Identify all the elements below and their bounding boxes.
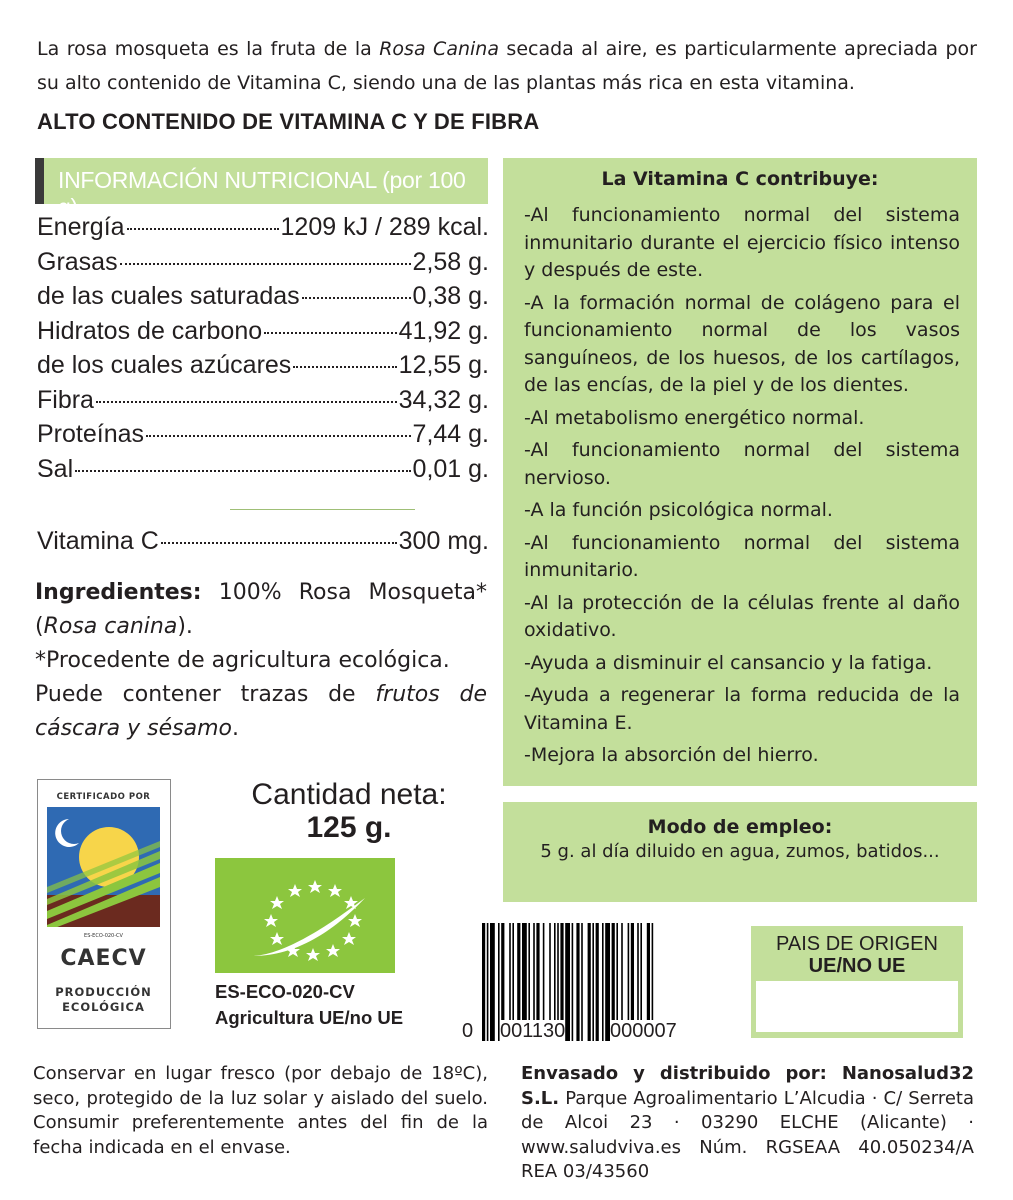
nutrition-value: 12,55 g. — [398, 351, 489, 379]
traces-text: Puede contener trazas de — [35, 682, 376, 707]
nutrition-header-text: INFORMACIÓN NUTRICIONAL (por 100 g) — [58, 167, 466, 220]
dot-leader — [120, 263, 411, 265]
origin-label: PAIS DE ORIGEN — [776, 933, 938, 955]
list-item: -Al la protección de la células frente al daño oxidativo. — [524, 591, 960, 641]
storage-instructions: Conservar en lugar fresco (por debajo de 18ºC), seco, protegido de la luz solar y aislado del suelo. Consumir preferentemente antes del fin de la fecha indicada en el envase. — [33, 1063, 488, 1158]
nutrition-value: 0,38 g. — [412, 282, 489, 310]
traces-allergens: frutos de cáscara y sésamo — [35, 682, 487, 741]
dot-leader — [146, 435, 411, 437]
barcode-numbers — [462, 1018, 720, 1046]
barcode-group-left: 001130 — [500, 1020, 566, 1042]
list-item: -A la función psicológica normal. — [524, 499, 833, 521]
dot-leader — [264, 332, 397, 334]
list-item: -Mejora la absorción del hierro. — [524, 744, 819, 766]
nutrition-header — [35, 158, 488, 220]
cert-code-small: ES-ECO-020-CV — [84, 933, 123, 939]
distributor-info — [521, 1062, 974, 1185]
intro-text-italic: Rosa Canina — [379, 38, 499, 60]
caecv-emblem-icon — [47, 807, 160, 927]
vitamin-c-list — [524, 202, 960, 775]
nutrition-value: 0,01 g. — [412, 454, 489, 483]
country-of-origin-box — [751, 926, 963, 1038]
usage-text: 5 g. al día diluido en agua, zumos, batidos... — [540, 841, 940, 862]
nutrition-label: Fibra — [37, 385, 94, 414]
nutrition-table — [37, 213, 489, 489]
intro-text-after: secada al aire, es particularmente apreciada por su alto contenido de Vitamina C, siendo una de las plantas más rica en esta vitamina. — [37, 38, 977, 94]
ingredients-latin-name: Rosa canina — [43, 614, 178, 639]
barcode-digit-first: 0 — [462, 1020, 474, 1042]
eu-organic-code — [215, 979, 403, 1031]
nutrition-divider — [230, 509, 415, 510]
dot-leader — [127, 228, 279, 230]
list-item: -Ayuda a disminuir el cansancio y la fatiga. — [524, 651, 933, 674]
nutrition-row-fiber — [37, 386, 489, 421]
nutrition-value: 2,58 g. — [412, 247, 489, 276]
vitamin-c-box — [503, 158, 977, 786]
caecv-certification-logo — [37, 779, 171, 1029]
distributor-label: Envasado y distribuido por: Nanosalud32 S.L. — [521, 1063, 974, 1109]
nutrition-label: Proteínas — [37, 420, 145, 448]
list-item: -Al funcionamiento normal del sistema nervioso. — [524, 439, 960, 489]
usage-box — [503, 802, 977, 902]
nutrition-value: 34,32 g. — [398, 385, 489, 414]
nutrition-value: 7,44 g. — [412, 420, 489, 448]
origin-value: UE/NO UE — [808, 955, 906, 977]
list-item: -Al funcionamiento normal del sistema inmunitario durante el ejercicio físico intenso y después de este. — [524, 204, 960, 281]
net-quantity-value: 125 g. — [306, 811, 392, 844]
dot-leader — [96, 401, 397, 403]
dot-leader — [161, 542, 397, 544]
net-quantity-label: Cantidad neta: — [251, 778, 447, 811]
net-quantity — [215, 778, 483, 844]
eu-organic-leaf-icon — [215, 858, 395, 973]
ingredients-line — [35, 576, 487, 644]
ingredients-text-end: ). — [177, 614, 193, 639]
nutrition-row-carbs — [37, 317, 489, 352]
nutrition-row-energy — [37, 213, 489, 248]
list-item: -Al funcionamiento normal del sistema inmunitario. — [524, 531, 960, 581]
nutrition-label: Hidratos de carbono — [37, 316, 263, 345]
nutrition-row-sugars — [37, 351, 489, 386]
dot-leader — [302, 297, 411, 299]
cert-name: CAECV — [60, 946, 147, 971]
nutrition-value: 1209 kJ / 289 kcal. — [280, 213, 489, 241]
list-item: -A la formación normal de colágeno para el funcionamiento normal de los vasos sanguíneos, de los huesos, de los cartílagos, de las encías, de la piel y de los dientes. — [524, 291, 960, 396]
vitamin-c-title: La Vitamina C contribuye: — [601, 168, 879, 190]
nutrition-label: de las cuales saturadas — [37, 282, 300, 310]
nutrition-label: Energía — [37, 213, 125, 241]
traces-end: . — [231, 716, 239, 741]
nutrition-value: 300 mg. — [398, 527, 489, 555]
cert-subtitle — [38, 985, 169, 1015]
nutrition-row-fat — [37, 248, 489, 283]
nutrition-row-protein — [37, 420, 489, 455]
list-item: -Al metabolismo energético normal. — [524, 406, 865, 429]
nutrition-row-vitamin-c — [37, 527, 489, 562]
nutrition-row-saturated — [37, 282, 489, 317]
intro-text-before: La rosa mosqueta es la fruta de la — [37, 38, 380, 60]
dot-leader — [293, 366, 396, 368]
headline: ALTO CONTENIDO DE VITAMINA C Y DE FIBRA — [37, 109, 540, 134]
intro-paragraph — [37, 32, 977, 100]
eu-origin-line: Agricultura UE/no UE — [215, 1007, 404, 1028]
nutrition-label: Vitamina C — [37, 527, 159, 555]
nutrition-row-salt — [37, 455, 489, 490]
distributor-address: Parque Agroalimentario L’Alcudia · C/ Serreta de Alcoi 23 · 03290 ELCHE (Alicante) · www.saludviva.es Núm. RGSEAA 40.050234/A REA 03/43560 — [521, 1087, 974, 1182]
allergen-traces — [35, 678, 487, 746]
ingredients-text: 100% Rosa Mosqueta* ( — [35, 580, 487, 639]
list-item: -Ayuda a regenerar la forma reducida de la Vitamina E. — [524, 684, 960, 734]
eu-code-line: ES-ECO-020-CV — [215, 981, 355, 1002]
organic-note: *Procedente de agricultura ecológica. — [35, 648, 450, 673]
barcode-group-right: 000007 — [610, 1020, 677, 1042]
nutrition-label: Sal — [37, 454, 74, 483]
cert-sub-line1: PRODUCCIÓN — [55, 985, 152, 999]
ingredients-label: Ingredientes: — [35, 580, 202, 605]
origin-blank-field — [756, 981, 958, 1032]
cert-sub-line2: ECOLÓGICA — [62, 1000, 145, 1014]
dot-leader — [75, 470, 410, 472]
ingredients-block — [35, 576, 487, 746]
nutrition-label: Grasas — [37, 247, 118, 276]
nutrition-value: 41,92 g. — [398, 316, 489, 345]
usage-title: Modo de empleo: — [647, 816, 833, 838]
nutrition-label: de los cuales azúcares — [37, 351, 292, 379]
cert-top-label: CERTIFICADO POR — [56, 792, 151, 802]
